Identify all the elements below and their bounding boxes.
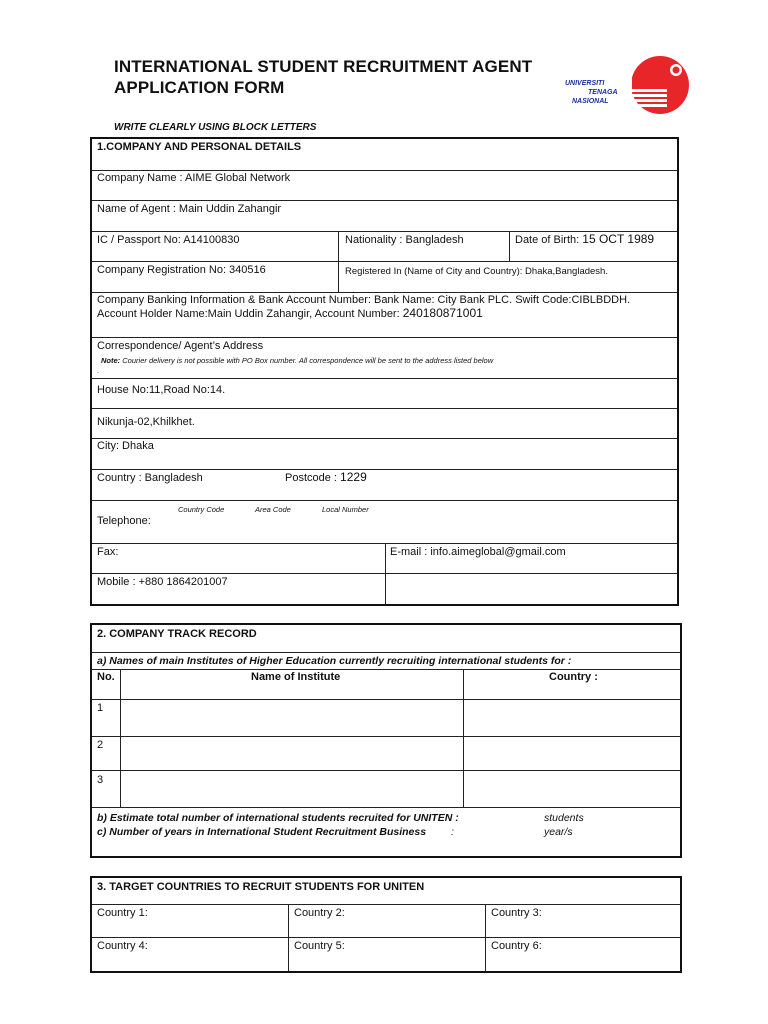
postcode-field[interactable] [285,471,367,485]
years-in-business-label: c) Number of years in International Student Recruitment Business [97,826,427,838]
country-6-field[interactable]: Country 6: [491,940,542,952]
account-number-value: 240180871001 [402,306,483,320]
account-holder-label: Account Holder Name:Main Uddin Zahangir, Account Number: [97,308,400,320]
postcode-label: Postcode : [285,472,337,484]
country-5-field[interactable]: Country 5: [294,940,345,952]
banking-info-line2[interactable] [97,307,483,321]
column-header-no: No. [97,671,115,683]
logo-text-line2: TENAGA [588,89,618,96]
years-unit: year/s [544,826,573,838]
email-field[interactable]: E-mail : info.aimeglobal@gmail.com [390,546,566,558]
section1-heading: 1.COMPANY AND PERSONAL DETAILS [97,141,302,153]
phone-country-code-label: Country Code [178,505,225,514]
section-company-personal-details [90,137,679,606]
passport-field[interactable] [97,234,240,247]
phone-local-number-label: Local Number [322,505,369,514]
table-row-number: 3 [97,774,104,786]
country-3-field[interactable]: Country 3: [491,907,542,919]
address-line2-field[interactable]: Nikunja-02,Khilkhet. [97,416,195,428]
country-field[interactable]: Country : Bangladesh [97,472,203,484]
country-1-field[interactable]: Country 1: [97,907,148,919]
note-text: Courier delivery is not possible with PO Box number. All correspondence will be sent to the address listed below [122,356,494,365]
column-header-country: Country : [549,671,598,683]
instruction-text: WRITE CLEARLY USING BLOCK LETTERS [114,122,317,133]
telephone-field[interactable]: Telephone: [97,515,151,527]
years-colon: : [451,826,454,838]
country-4-field[interactable]: Country 4: [97,940,148,952]
logo-text-line1: UNIVERSITI [565,80,605,87]
courier-note [101,354,493,367]
address-line1-field[interactable]: House No:11,Road No:14. [97,384,226,396]
postcode-value: 1229 [340,470,367,484]
section3-heading: 3. TARGET COUNTRIES TO RECRUIT STUDENTS FOR UNITEN [97,881,425,893]
form-title [114,56,532,98]
fax-field[interactable]: Fax: [97,546,119,558]
note-label: Note: [101,356,121,365]
date-of-birth-field[interactable] [515,233,654,247]
section-target-countries [90,876,682,973]
form-title-line2: APPLICATION FORM [114,78,285,97]
registered-in-field[interactable]: Registered In (Name of City and Country): Dhaka,Bangladesh. [345,266,608,277]
nationality-field[interactable]: Nationality : Bangladesh [345,234,464,246]
mobile-field[interactable]: Mobile : +880 1864201007 [97,576,228,588]
company-registration-field[interactable]: Company Registration No: 340516 [97,264,266,276]
column-header-institute: Name of Institute [251,671,341,683]
correspondence-label: Correspondence/ Agent’s Address [97,340,264,352]
dob-label: Date of Birth: [515,234,580,246]
uniten-logo [560,55,695,117]
estimate-students-label: b) Estimate total number of international students recruited for UNITEN : [97,812,459,824]
banking-info-line1[interactable]: Company Banking Information & Bank Account Number: Bank Name: City Bank PLC. Swift Code:CIBLBDDH. [97,294,631,306]
table-row-number: 1 [97,702,104,714]
section-company-track-record [90,623,682,858]
phone-area-code-label: Area Code [255,505,291,514]
company-name-field[interactable]: Company Name : AIME Global Network [97,172,291,184]
section2-heading: 2. COMPANY TRACK RECORD [97,628,257,640]
table-row-number: 2 [97,739,104,751]
dob-value: 15 OCT 1989 [582,232,655,246]
students-unit: students [544,812,584,824]
agent-name-field[interactable]: Name of Agent : Main Uddin Zahangir [97,203,282,215]
passport-value: A14100830 [183,234,240,246]
note-dot: . [97,368,99,375]
passport-label: IC / Passport No: [97,234,181,246]
section2-subheading-a: a) Names of main Institutes of Higher Education currently recruiting international students for : [97,655,572,667]
city-field[interactable]: City: Dhaka [97,440,154,452]
logo-text-line3: NASIONAL [572,98,609,105]
form-title-line1: INTERNATIONAL STUDENT RECRUITMENT AGENT [114,57,533,76]
country-2-field[interactable]: Country 2: [294,907,345,919]
